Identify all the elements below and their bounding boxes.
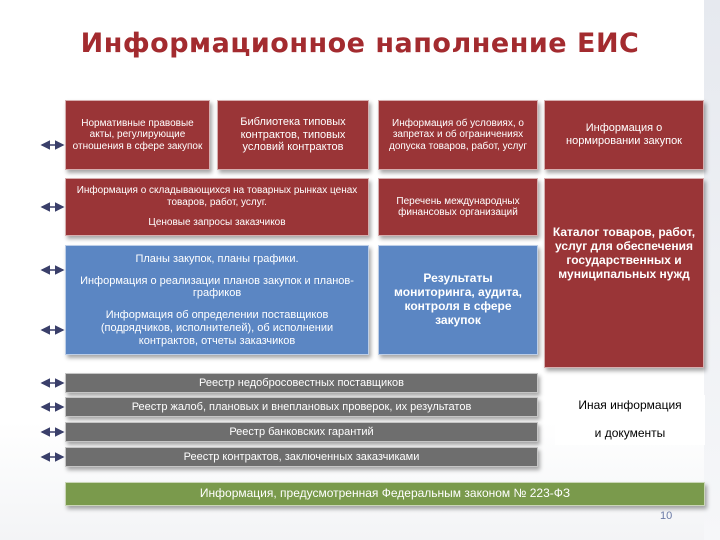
box-intl-financial-orgs-text: Перечень международных финансовых организаций	[396, 195, 520, 218]
box-procurement-plans-text-2: Информация о реализации планов закупок и планов-графиков	[80, 274, 354, 300]
box-market-prices-text-2: Ценовые запросы заказчиков	[148, 217, 286, 229]
box-other-info-text-2: и документы	[594, 426, 666, 441]
box-norming-text: Информация о нормировании закупок	[566, 122, 682, 147]
page-number: 10	[660, 510, 673, 522]
slide-title: Информационное наполнение ЕИС	[80, 28, 640, 59]
registry-unfair-suppliers-text: Реестр недобросовестных поставщиков	[198, 376, 405, 389]
box-conditions-restrictions-text: Информация об условиях, о запретах и об ограничениях допуска товаров, работ, услуг	[388, 117, 527, 152]
box-law-223-text: Информация, предусмотренная Федеральным законом № 223-ФЗ	[199, 486, 571, 501]
box-procurement-plans-text-3: Информация об определении поставщиков (подрядчиков, исполнителей), об исполнении контрактов, отчеты заказчиков	[100, 309, 334, 347]
registry-complaints-text: Реестр жалоб, плановых и внеплановых проверок, их результатов	[131, 400, 472, 413]
registry-bank-guarantees-text: Реестр банковских гарантий	[229, 425, 374, 438]
box-normative-acts-text: Нормативные правовые акты, регулирующие отношения в сфере закупок	[72, 117, 203, 152]
box-procurement-plans-text-1: Планы закупок, планы графики.	[135, 252, 299, 265]
box-market-prices-text-1: Информация о складывающихся на товарных рынках ценах товаров, работ, услуг.	[76, 185, 358, 208]
box-other-info-text-1: Иная информация	[578, 398, 682, 412]
box-contract-library-text: Библиотека типовых контрактов, типовых условий контрактов	[240, 116, 346, 154]
registry-contracts-text: Реестр контрактов, заключенных заказчиками	[183, 450, 420, 463]
box-monitoring-results-text: Результаты мониторинга, аудита, контроля в сфере закупок	[394, 271, 522, 327]
box-catalog-text: Каталог товаров, работ, услуг для обеспечения государственных и муниципальных нужд	[552, 225, 696, 281]
